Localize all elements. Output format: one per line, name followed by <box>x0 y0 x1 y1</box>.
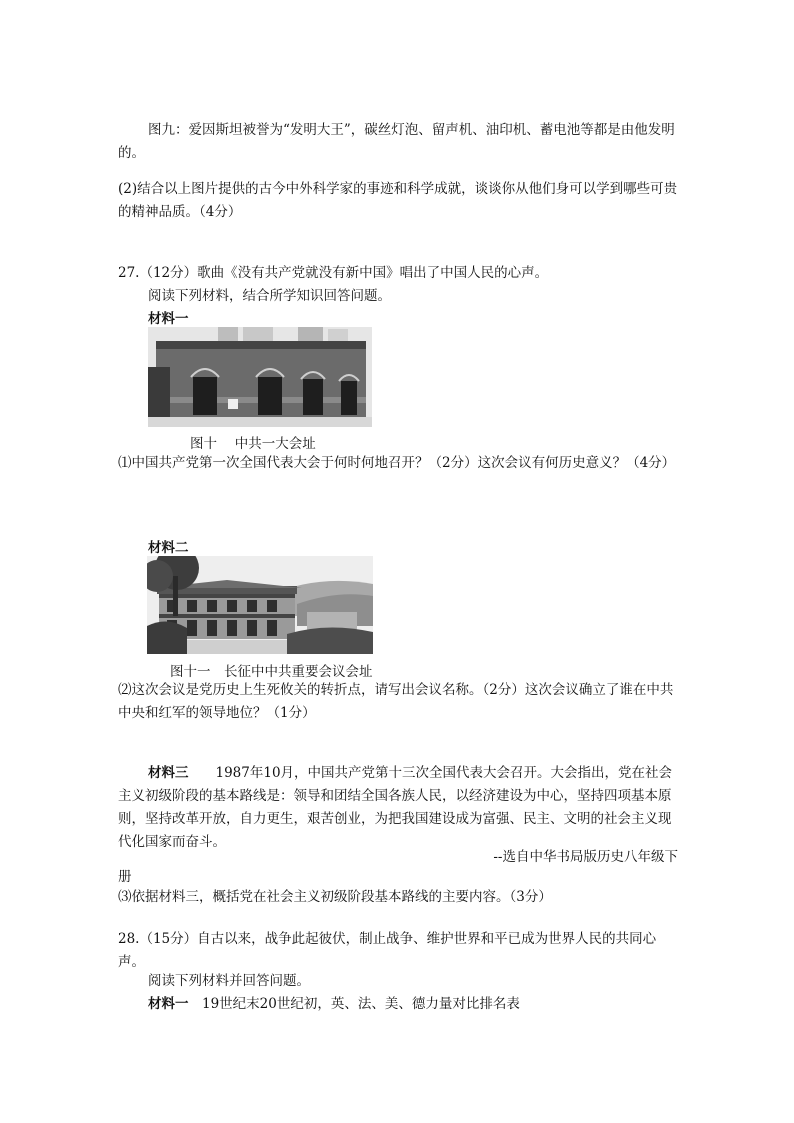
material-3-source: --选自中华书局版历史八年级下 <box>493 849 678 865</box>
question-26-2: (2)结合以上图片提供的古今中外科学家的事迹和科学成就，谈谈你从他们身可以学到哪些可贵的精神品质。（4分） <box>118 181 678 220</box>
cpc-first-congress-site-photo <box>148 327 372 427</box>
question-28-material-1 <box>118 993 678 1016</box>
question-27-1: ⑴中国共产党第一次全国代表大会于何时何地召开？（2分）这次会议有何历史意义？（4分） <box>118 455 676 471</box>
fig10-caption: 图十 中共一大会址 <box>190 436 316 452</box>
question-27-3: ⑶依据材料三，概括党在社会主义初级阶段基本路线的主要内容。（3分） <box>118 889 552 905</box>
question-27-2: ⑵这次会议是党历史上生死攸关的转折点，请写出会议名称。（2分）这次会议确立了谁在中共中央和红军的领导地位？（1分） <box>118 682 674 721</box>
material-3-source-cont: 册 <box>118 869 132 885</box>
question-28-material-1-label: 材料一 <box>148 996 189 1012</box>
question-28-title: 28.（15分）自古以来，战争此起彼伏，制止战争、维护世界和平已成为世界人民的共同心声。 <box>118 931 657 970</box>
fig11-caption: 图十一 长征中中共重要会议会址 <box>170 664 373 680</box>
fig9-caption: 图九：爱因斯坦被誉为“发明大王”，碳丝灯泡、留声机、油印机、蓄电池等都是由他发明的。 <box>118 122 675 161</box>
question-28-material-1-text: 19世纪末20世纪初，英、法、美、德力量对比排名表 <box>188 996 520 1012</box>
material-2-label: 材料二 <box>148 540 189 556</box>
material-3 <box>118 762 678 854</box>
question-27-instruction: 阅读下列材料，结合所学知识回答问题。 <box>148 288 391 304</box>
zunyi-meeting-site-photo <box>147 556 373 654</box>
material-3-label: 材料三 <box>148 765 189 781</box>
material-1-label: 材料一 <box>148 311 189 327</box>
question-28-instruction: 阅读下列材料并回答问题。 <box>148 973 310 989</box>
question-27-title: 27.（12分）歌曲《没有共产党就没有新中国》唱出了中国人民的心声。 <box>118 265 549 281</box>
material-3-text: 1987年10月，中国共产党第十三次全国代表大会召开。大会指出，党在社会主义初级阶段的基本路线是：领导和团结全国各族人民，以经济建设为中心，坚持四项基本原则，坚持改革开放，自力更生，艰苦创业，为把我国建设成为富强、民主、文明的社会主义现代化国家而奋斗。 <box>118 765 673 850</box>
